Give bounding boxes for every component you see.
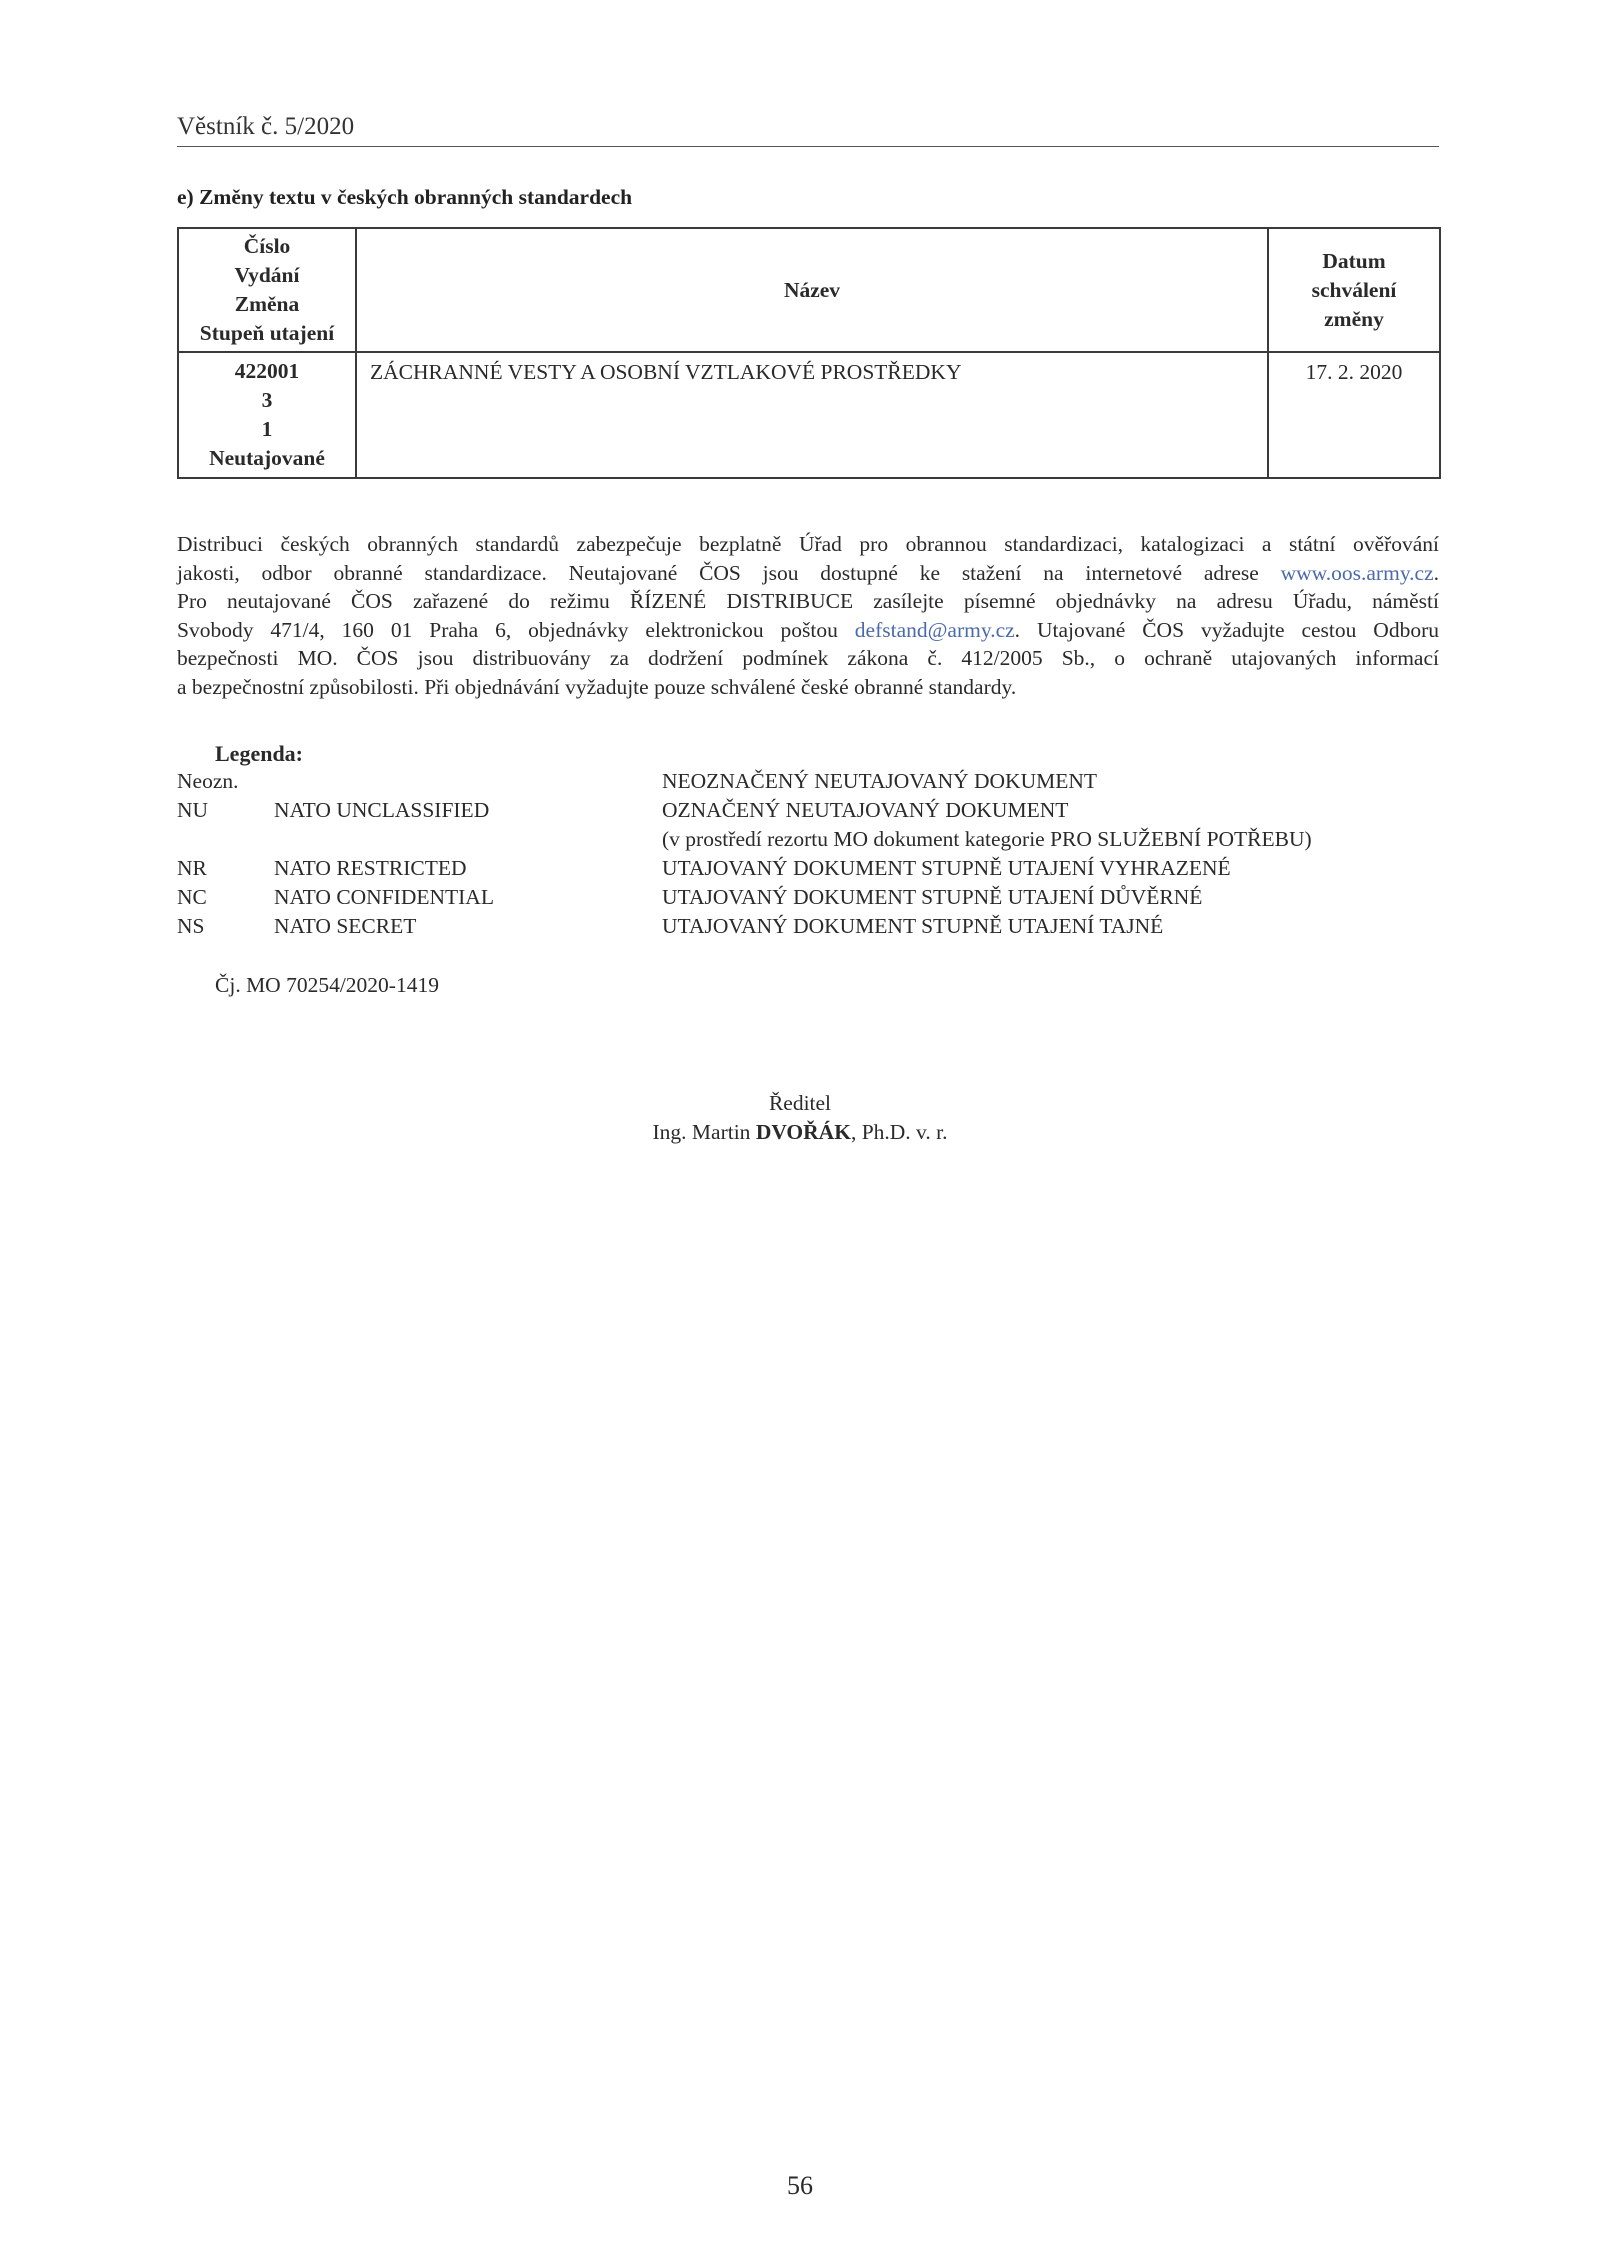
- standard-classification: Neutajované: [209, 446, 325, 470]
- legend-code: NS: [177, 914, 205, 938]
- reference-number: Čj. MO 70254/2020-1419: [215, 973, 439, 997]
- table-header-row: [178, 228, 1440, 352]
- signatory-surname: DVOŘÁK: [755, 1120, 851, 1144]
- legend-nato: NATO UNCLASSIFIED: [274, 798, 490, 822]
- website-link[interactable]: www.oos.army.cz: [1280, 560, 1434, 585]
- standards-table: [177, 227, 1441, 479]
- paragraph-line: [177, 559, 1439, 588]
- legend-code: Neozn.: [177, 769, 239, 793]
- running-head: Věstník č. 5/2020: [177, 113, 355, 140]
- paragraph-line: Distribuci českých obranných standardů zabezpečuje bezplatně Úřad pro obrannou standardizaci, katalogizaci a státní ověřování: [177, 532, 1439, 556]
- header-label-date: Datum: [1322, 248, 1386, 273]
- page-number: 56: [787, 2171, 813, 2200]
- legend-row: [177, 767, 1439, 796]
- paragraph-text: . Utajované ČOS vyžadujte cestou Odboru: [1014, 617, 1439, 642]
- legend-title: Legenda:: [215, 741, 303, 766]
- paragraph-line: Pro neutajované ČOS zařazené do režimu ŘÍZENÉ DISTRIBUCE zasílejte písemné objednávky na adresu Úřadu, náměstí: [177, 589, 1439, 614]
- standard-number: 422001: [234, 359, 300, 383]
- header-label-name: Název: [783, 277, 841, 302]
- row-number-cell: [178, 352, 356, 478]
- standard-edition: 3: [261, 388, 273, 412]
- signatory-title: Ředitel: [768, 1091, 832, 1115]
- section-title: e) Změny textu v českých obranných standardech: [177, 185, 633, 209]
- paragraph-line: a bezpečnostní způsobilosti. Při objednávání vyžadujte pouze schválené české obranné standardy.: [177, 674, 1017, 699]
- legend-row: [177, 854, 1439, 883]
- legend-nato: NATO RESTRICTED: [274, 856, 467, 880]
- header-label-number: Číslo: [243, 234, 291, 258]
- header-label-change: Změna: [234, 292, 300, 316]
- distribution-paragraph: [177, 530, 1439, 702]
- standard-change: 1: [261, 417, 273, 441]
- paragraph-text: Svobody 471/4, 160 01 Praha 6, objednávky elektronickou poštou: [177, 617, 838, 642]
- legend-description: (v prostředí rezortu MO dokument kategorie PRO SLUŽEBNÍ POTŘEBU): [662, 827, 1312, 851]
- standard-name: ZÁCHRANNÉ VESTY A OSOBNÍ VZTLAKOVÉ PROSTŘEDKY: [356, 352, 1268, 478]
- header-label-changes: změny: [1324, 306, 1384, 331]
- signatory-suffix: , Ph.D. v. r.: [850, 1120, 948, 1144]
- paragraph-line: [177, 616, 1439, 645]
- legend-nato: NATO CONFIDENTIAL: [274, 885, 494, 909]
- header-cell-name: [356, 228, 1268, 352]
- header-cell-date: [1268, 228, 1440, 352]
- legend-row: [177, 825, 1439, 854]
- signatory-prefix: Ing. Martin: [652, 1120, 751, 1144]
- legend-code: NR: [177, 856, 207, 880]
- paragraph-text: jakosti, odbor obranné standardizace. Neutajované ČOS jsou dostupné ke stažení na internetové adrese: [177, 560, 1259, 585]
- legend-row: [177, 883, 1439, 912]
- legend-row: [177, 912, 1439, 941]
- legend-description: UTAJOVANÝ DOKUMENT STUPNĚ UTAJENÍ VYHRAZENÉ: [662, 856, 1231, 880]
- legend-description: UTAJOVANÝ DOKUMENT STUPNĚ UTAJENÍ DŮVĚRNÉ: [662, 885, 1203, 909]
- signatory-name: [0, 1118, 1600, 1147]
- legend-description: OZNAČENÝ NEUTAJOVANÝ DOKUMENT: [662, 798, 1069, 822]
- legend-row: [177, 796, 1439, 825]
- paragraph-text: .: [1433, 560, 1440, 585]
- email-link[interactable]: defstand@army.cz: [854, 617, 1015, 642]
- table-row: [178, 352, 1440, 478]
- legend-code: NU: [177, 798, 209, 822]
- legend-nato: NATO SECRET: [274, 914, 417, 938]
- header-label-classification: Stupeň utajení: [199, 321, 335, 345]
- header-rule: [177, 146, 1439, 147]
- legend-description: UTAJOVANÝ DOKUMENT STUPNĚ UTAJENÍ TAJNÉ: [662, 914, 1164, 938]
- legend-description: NEOZNAČENÝ NEUTAJOVANÝ DOKUMENT: [662, 769, 1098, 793]
- header-label-approval: schválení: [1311, 277, 1397, 302]
- header-cell-number: [178, 228, 356, 352]
- paragraph-line: bezpečnosti MO. ČOS jsou distribuovány za dodržení podmínek zákona č. 412/2005 Sb., o ochraně utajovaných informací: [177, 646, 1439, 671]
- header-label-edition: Vydání: [234, 263, 300, 287]
- legend-code: NC: [177, 885, 207, 909]
- approval-date: 17. 2. 2020: [1268, 352, 1440, 478]
